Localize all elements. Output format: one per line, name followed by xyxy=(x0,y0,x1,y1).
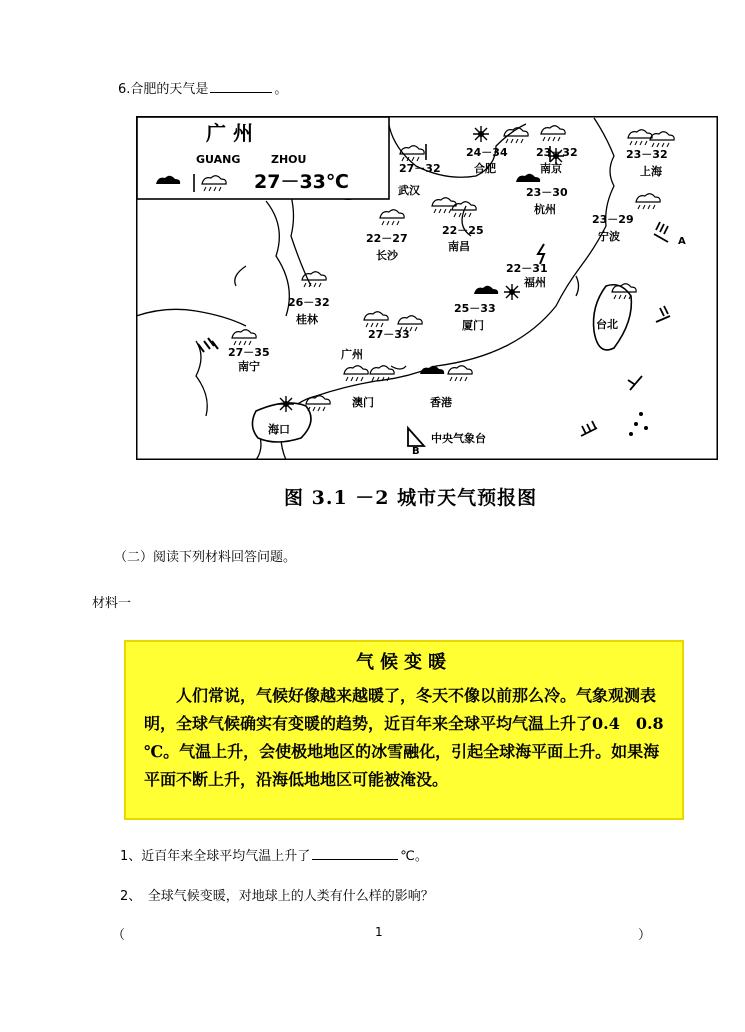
city-taipei: 台北 xyxy=(596,318,618,331)
city-hangzhou-temp: 23－30 xyxy=(526,186,568,199)
footer-right-paren: ） xyxy=(638,928,652,943)
city-hefei: 合肥 xyxy=(474,162,496,175)
city-guilin-temp: 26－32 xyxy=(288,296,330,309)
city-guangzhou-temp: 27－33 xyxy=(368,328,410,341)
city-ningbo-temp: 23－29 xyxy=(592,213,634,226)
city-wuhan-temp: 27－32 xyxy=(399,162,441,175)
question-2: 2、 全球气候变暖，对地球上的人类有什么样的影响？ xyxy=(120,889,434,904)
question-1-suffix: ℃。 xyxy=(400,849,428,864)
city-wuhan: 武汉 xyxy=(398,184,420,197)
city-fuzhou-temp: 22－31 xyxy=(506,262,548,275)
inset-pinyin-1: GUANG xyxy=(196,153,241,166)
box-title: 气候变暖 xyxy=(356,652,452,673)
agency-label: 中央气象台 xyxy=(431,432,486,445)
guangzhou-inset xyxy=(137,117,389,199)
section-2-heading: （二）阅读下列材料回答问题。 xyxy=(114,550,297,565)
footer-left-paren: （ xyxy=(112,928,126,943)
inset-pinyin-2: ZHOU xyxy=(271,153,307,166)
question-6 xyxy=(118,78,287,97)
city-changsha: 长沙 xyxy=(376,249,398,262)
inset-city: 广 州 xyxy=(206,121,253,145)
answer-blank[interactable] xyxy=(210,80,272,93)
city-ningbo: 宁波 xyxy=(598,230,620,243)
box-text: 人们常说，气候好像越来越暖了，冬天不像以前那么冷。气象观测表明，全球气候确实有变暖的趋势，近百年来全球平均气温上升了0.4 0.8 ℃。气温上升，会使极地地区的冰雪融化，引起全球海平面上升。如果海平面不断上升，沿海低地地区可能被淹没。 xyxy=(144,686,664,789)
inset-temp: 27－33℃ xyxy=(254,171,349,193)
question-6-text: 6.合肥的天气是 xyxy=(118,82,209,97)
city-nanjing: 南京 xyxy=(540,162,562,175)
answer-blank[interactable] xyxy=(312,847,398,860)
weather-forecast-map xyxy=(136,116,718,460)
wind-label-a: A xyxy=(678,236,686,247)
wind-label-b: B xyxy=(412,446,420,457)
city-shanghai: 上海 xyxy=(640,165,662,178)
city-macau: 澳门 xyxy=(352,396,374,409)
city-nanchang-temp: 22－25 xyxy=(442,224,484,237)
question-1 xyxy=(120,845,428,864)
city-guilin: 桂林 xyxy=(296,313,318,326)
city-shanghai-temp: 23－32 xyxy=(626,148,668,161)
question-1-text: 1、近百年来全球平均气温上升了 xyxy=(120,849,311,864)
question-6-suffix: 。 xyxy=(274,82,288,97)
city-nanchang: 南昌 xyxy=(448,240,470,253)
city-guangzhou: 广州 xyxy=(341,348,363,361)
page-number: 1 xyxy=(375,925,383,939)
material-1-label: 材料一 xyxy=(92,596,132,611)
city-xiamen-temp: 25－33 xyxy=(454,302,496,315)
map-caption: 图 3.1 －2 城市天气预报图 xyxy=(284,487,538,509)
city-hongkong: 香港 xyxy=(430,396,452,409)
city-nanjing-temp: 23－32 xyxy=(536,146,578,159)
climate-warming-box xyxy=(124,640,684,820)
city-changsha-temp: 22－27 xyxy=(366,232,408,245)
city-nanning: 南宁 xyxy=(238,360,260,373)
city-hangzhou: 杭州 xyxy=(534,203,556,216)
city-fuzhou: 福州 xyxy=(524,276,546,289)
city-hefei-temp: 24－34 xyxy=(466,146,508,159)
city-xiamen: 厦门 xyxy=(462,319,484,332)
city-nanning-temp: 27－35 xyxy=(228,346,270,359)
city-haikou: 海口 xyxy=(268,423,290,436)
